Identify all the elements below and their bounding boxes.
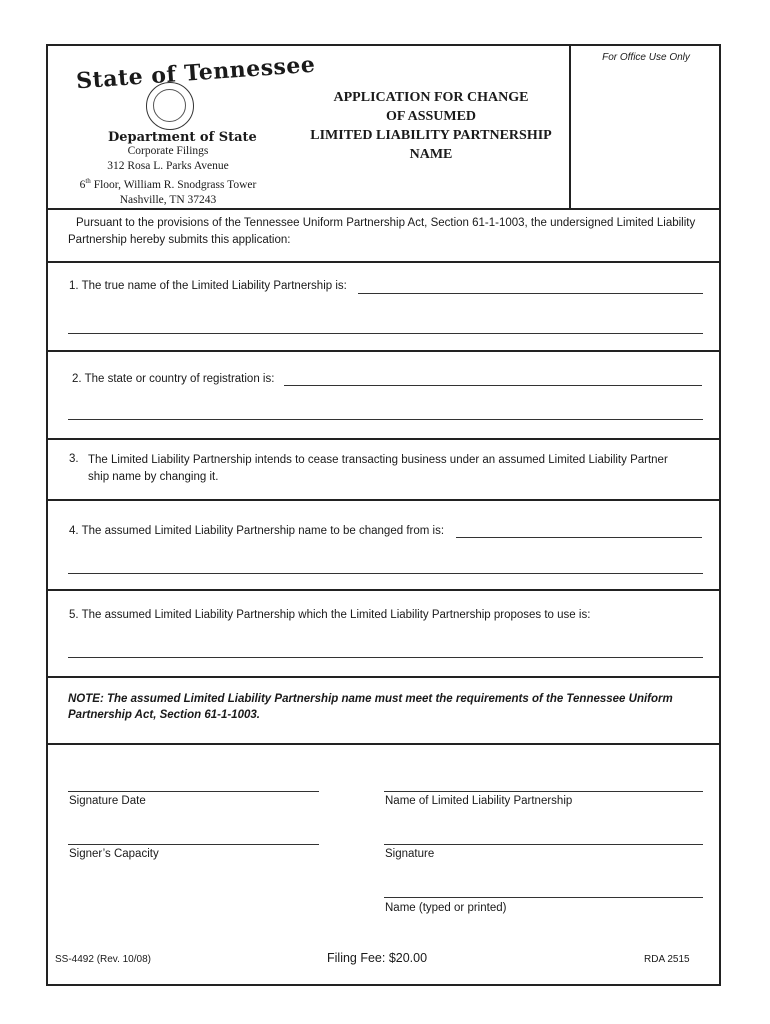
- state-seal-icon: [146, 82, 194, 130]
- item1-label: 1. The true name of the Limited Liability Partnership is:: [69, 280, 347, 292]
- divider: [48, 676, 719, 678]
- name-typed-field[interactable]: [384, 897, 703, 898]
- filing-fee: Filing Fee: $20.00: [327, 951, 428, 965]
- state-title: State of Tennessee: [75, 51, 317, 95]
- form-title: APPLICATION FOR CHANGE OF ASSUMED LIMITED LIABILITY PARTNERSHIP NAME: [310, 90, 552, 162]
- item5-field[interactable]: [68, 657, 703, 658]
- item5-label: 5. The assumed Limited Liability Partnership which the Limited Liability Partnership proposes to use is:: [69, 609, 591, 621]
- llp-name-field[interactable]: [384, 791, 703, 792]
- item1-field[interactable]: [358, 293, 703, 294]
- item1-field-line2[interactable]: [68, 333, 703, 334]
- divider: [48, 350, 719, 352]
- office-use-box: [569, 46, 721, 208]
- item2-field[interactable]: [284, 385, 702, 386]
- office-use-label: For Office Use Only: [602, 52, 690, 63]
- form-frame: [46, 44, 721, 986]
- item4-label: 4. The assumed Limited Liability Partnership name to be changed from is:: [69, 525, 445, 537]
- item2-label: 2. The state or country of registration is:: [72, 373, 275, 385]
- address-line: Corporate Filings: [127, 145, 209, 157]
- item2-field-line2[interactable]: [68, 419, 703, 420]
- address-line: 6th Floor, William R. Snodgrass Tower: [79, 177, 257, 191]
- divider: [48, 208, 719, 210]
- address-block: [48, 144, 288, 208]
- divider: [48, 438, 719, 440]
- divider: [48, 261, 719, 263]
- item3-number: 3.: [69, 453, 79, 465]
- address-line: Nashville, TN 37243: [119, 193, 217, 206]
- form-header: [48, 46, 719, 208]
- signature-date-field[interactable]: [68, 791, 319, 792]
- item4-field[interactable]: [456, 537, 702, 538]
- rda-number: RDA 2515: [644, 954, 690, 965]
- signer-capacity-label: Signer’s Capacity: [69, 848, 159, 860]
- signature-field[interactable]: [384, 844, 703, 845]
- signer-capacity-field[interactable]: [68, 844, 319, 845]
- name-typed-label: Name (typed or printed): [385, 902, 507, 914]
- divider: [48, 743, 719, 745]
- address-line: 312 Rosa L. Parks Avenue: [107, 160, 229, 172]
- note-text: NOTE: The assumed Limited Liability Partnership name must meet the requirements of the Tennessee Uniform Partnership Act, Section 61-1-1003.: [68, 693, 673, 721]
- item3-text: The Limited Liability Partnership intends to cease transacting business under an assumed Limited Liability Partner ship name by changing it.: [88, 454, 668, 483]
- signature-label: Signature: [385, 848, 435, 860]
- item4-field-line2[interactable]: [68, 573, 703, 574]
- llp-name-label: Name of Limited Liability Partnership: [385, 795, 573, 807]
- divider: [48, 499, 719, 501]
- signature-date-label: Signature Date: [69, 795, 146, 807]
- divider: [48, 589, 719, 591]
- form-number: SS-4492 (Rev. 10/08): [55, 954, 151, 965]
- department-name: Department of State: [108, 130, 257, 145]
- intro-paragraph: Pursuant to the provisions of the Tennessee Uniform Partnership Act, Section 61-1-1003, the undersigned Limited Liability Partnership hereby submits this application:: [68, 217, 696, 246]
